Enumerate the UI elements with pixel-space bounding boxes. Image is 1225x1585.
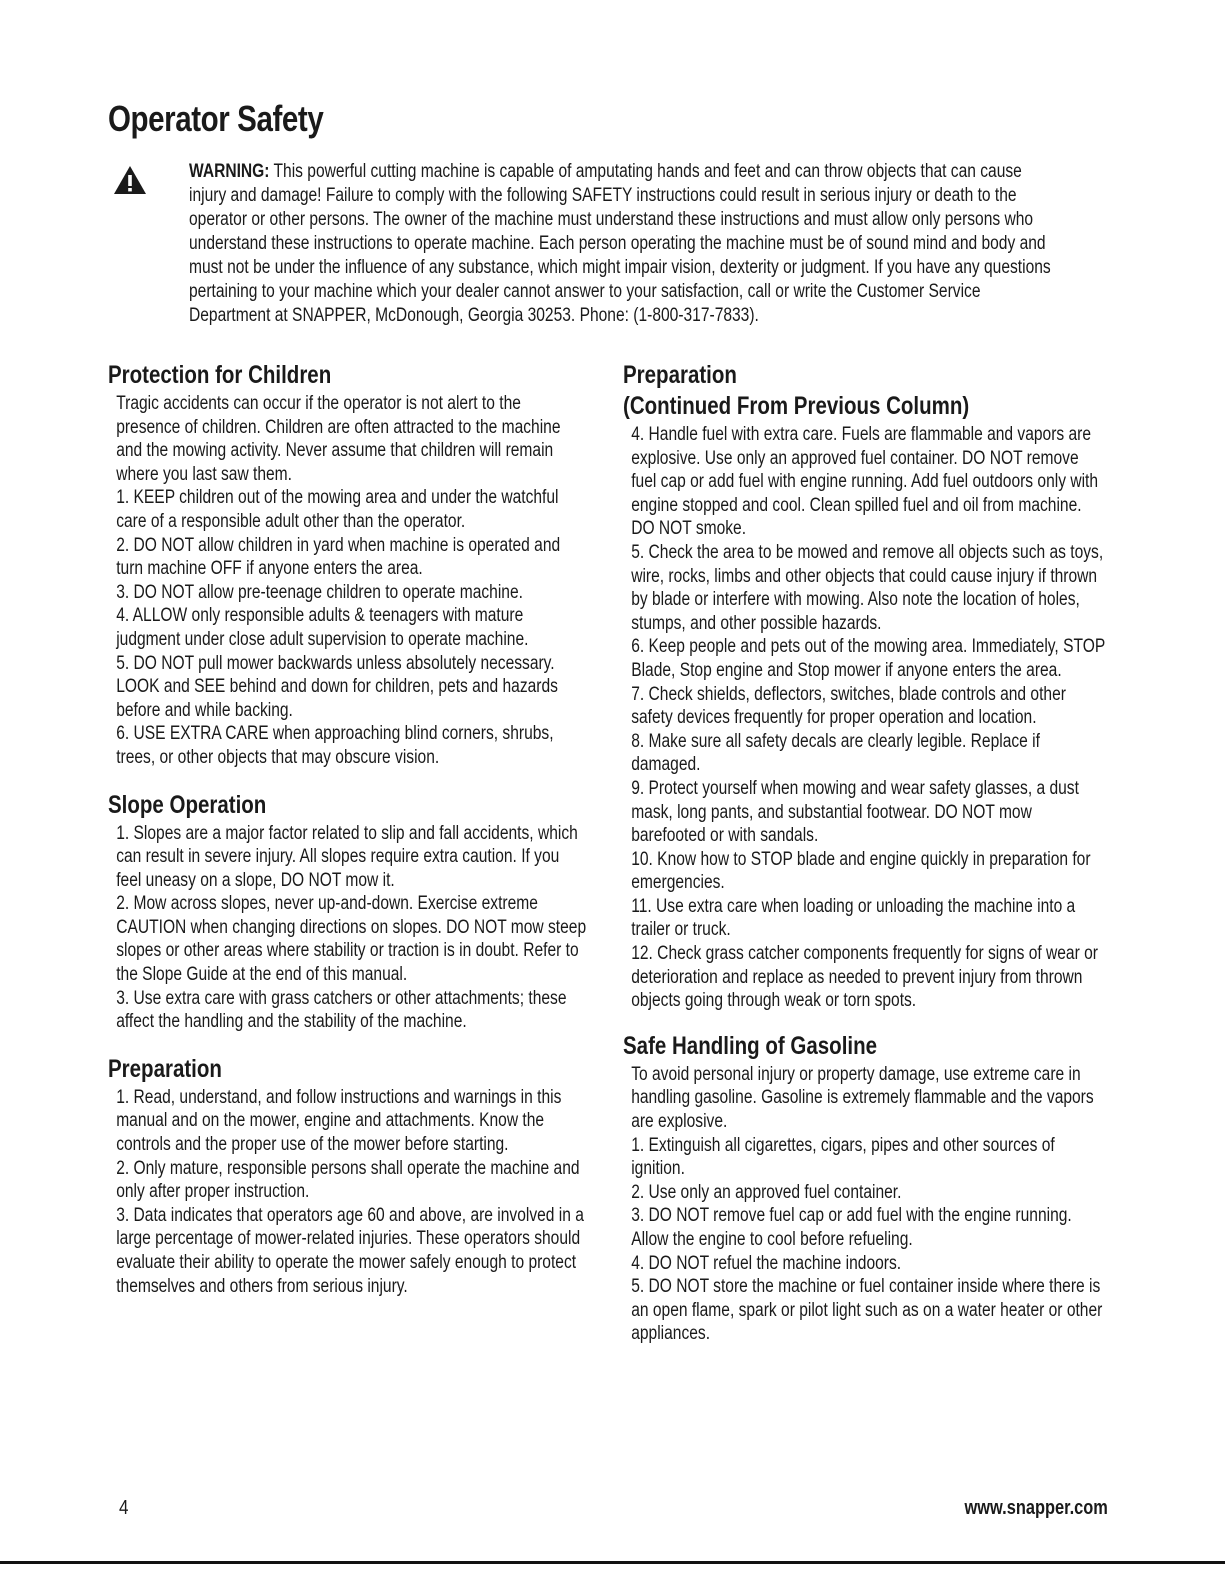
warning-block (189, 160, 1058, 328)
paragraph: To avoid personal injury or property damage, use extreme care in handling gasoline. Gasoline is extremely flammable and the vapors are explosive. (631, 1063, 1094, 1133)
list-item: 4. ALLOW only responsible adults & teenagers with mature judgment under close adult supervision to operate machine. (116, 605, 529, 650)
footer-url: www.snapper.com (964, 1497, 1108, 1519)
list-item: 5. DO NOT pull mower backwards unless absolutely necessary. LOOK and SEE behind and down for children, pets and hazards before and while backing. (116, 652, 558, 721)
list-item: 2. Use only an approved fuel container. (631, 1181, 902, 1203)
list-item: 4. DO NOT refuel the machine indoors. (631, 1252, 902, 1274)
page-number: 4 (119, 1497, 129, 1519)
right-column (623, 360, 1107, 1346)
list-item: 3. DO NOT remove fuel cap or add fuel with the engine running. Allow the engine to cool before refueling. (631, 1205, 1072, 1250)
list-item: 11. Use extra care when loading or unloading the machine into a trailer or truck. (631, 895, 1076, 941)
section-slope-operation (108, 790, 588, 1034)
list-item: 6. Keep people and pets out of the mowing area. Immediately, STOP Blade, Stop engine and Stop mower if anyone enters the area. (631, 636, 1105, 681)
section-title: Preparation (108, 1054, 222, 1083)
list-item: 3. Data indicates that operators age 60 and above, are involved in a large percentage of mower-related injuries. These operators should evaluate their ability to operate the mower safely enough to protect themselves and others from serious injury. (116, 1204, 584, 1297)
list-item: 3. DO NOT allow pre-teenage children to operate machine. (116, 581, 523, 603)
section-preparation (108, 1054, 588, 1298)
section-title: Safe Handling of Gasoline (623, 1031, 878, 1060)
list-item: 10. Know how to STOP blade and engine quickly in preparation for emergencies. (631, 848, 1091, 894)
list-item: 1. Read, understand, and follow instructions and warnings in this manual and on the mower, engine and attachments. Know the controls and the proper use of the mower before starting. (116, 1086, 562, 1156)
section-title: Protection for Children (108, 361, 332, 389)
left-column (108, 360, 588, 1298)
page-title: Operator Safety (108, 98, 324, 139)
warning-text: This powerful cutting machine is capable of amputating hands and feet and can throw objects that can cause injury and damage! Failure to comply with the following SAFETY instructions could result in serious injury or death to the operator or other persons. The owner of the machine must understand these instructions and must allow only persons who understand these instructions to operate machine. Each person operating the machine must be of sound mind and body and must not be under the influence of any substance, which might impair vision, dexterity or judgment. If you have any questions pertaining to your machine which your dealer cannot answer to your satisfaction, call or write the Customer Service Department at SNAPPER, McDonough, Georgia 30253. Phone: (1-800-317-7833). (189, 161, 1051, 326)
list-item: 1. Extinguish all cigarettes, cigars, pipes and other sources of ignition. (631, 1134, 1055, 1180)
list-item: 2. DO NOT allow children in yard when machine is operated and turn machine OFF if anyone enters the area. (116, 534, 561, 580)
list-item: 8. Make sure all safety decals are clearly legible. Replace if damaged. (631, 730, 1040, 776)
list-item: 1. Slopes are a major factor related to slip and fall accidents, which can result in severe injury. All slopes require extra caution. If you feel uneasy on a slope, DO NOT mow it. (116, 822, 578, 891)
section-protection-for-children (108, 360, 588, 770)
section-title: Preparation (623, 361, 737, 389)
list-item: 5. Check the area to be mowed and remove all objects such as toys, wire, rocks, limbs and other objects that could cause injury if thrown by blade or interfere with mowing. Also note the location of holes, stumps, and other possible hazards. (631, 541, 1104, 634)
section-subtitle: (Continued From Previous Column) (623, 392, 970, 420)
list-item: 2. Mow across slopes, never up-and-down. Exercise extreme CAUTION when changing directions on slopes. DO NOT mow steep slopes or other areas where stability or traction is in doubt. Refer to the Slope Guide at the end of this manual. (116, 893, 587, 986)
section-preparation-continued (623, 360, 1107, 1013)
section-safe-handling-of-gasoline (623, 1031, 1107, 1346)
list-item: 9. Protect yourself when mowing and wear safety glasses, a dust mask, long pants, and substantial footwear. DO NOT mow barefooted or with sandals. (631, 777, 1079, 847)
list-item: 5. DO NOT store the machine or fuel container inside where there is an open flame, spark or pilot light such as on a water heater or other appliances. (631, 1276, 1103, 1345)
list-item: 3. Use extra care with grass catchers or other attachments; these affect the handling and the stability of the machine. (116, 987, 567, 1033)
list-item: 6. USE EXTRA CARE when approaching blind corners, shrubs, trees, or other objects that may obscure vision. (116, 723, 554, 768)
list-item: 7. Check shields, deflectors, switches, blade controls and other safety devices frequently for proper operation and location. (631, 683, 1066, 729)
list-item: 2. Only mature, responsible persons shall operate the machine and only after proper instruction. (116, 1157, 580, 1203)
list-item: 12. Check grass catcher components frequently for signs of wear or deterioration and replace as needed to prevent injury from thrown objects going through weak or torn spots. (631, 943, 1098, 1012)
list-item: 1. KEEP children out of the mowing area and under the watchful care of a responsible adult other than the operator. (116, 487, 559, 532)
bottom-rule (0, 1561, 1225, 1564)
paragraph: Tragic accidents can occur if the operator is not alert to the presence of children. Children are often attracted to the machine and the mowing activity. Never assume that children will remain where you last saw them. (116, 393, 561, 485)
list-item: 4. Handle fuel with extra care. Fuels are flammable and vapors are explosive. Use only an approved fuel container. DO NOT remove fuel cap or add fuel with engine running. Add fuel outdoors only with engine stopped and cool. Clean spilled fuel and oil from machine. DO NOT smoke. (631, 424, 1099, 540)
warning-triangle-icon (113, 165, 147, 195)
section-title: Slope Operation (108, 790, 267, 819)
warning-label: WARNING: (189, 161, 270, 182)
